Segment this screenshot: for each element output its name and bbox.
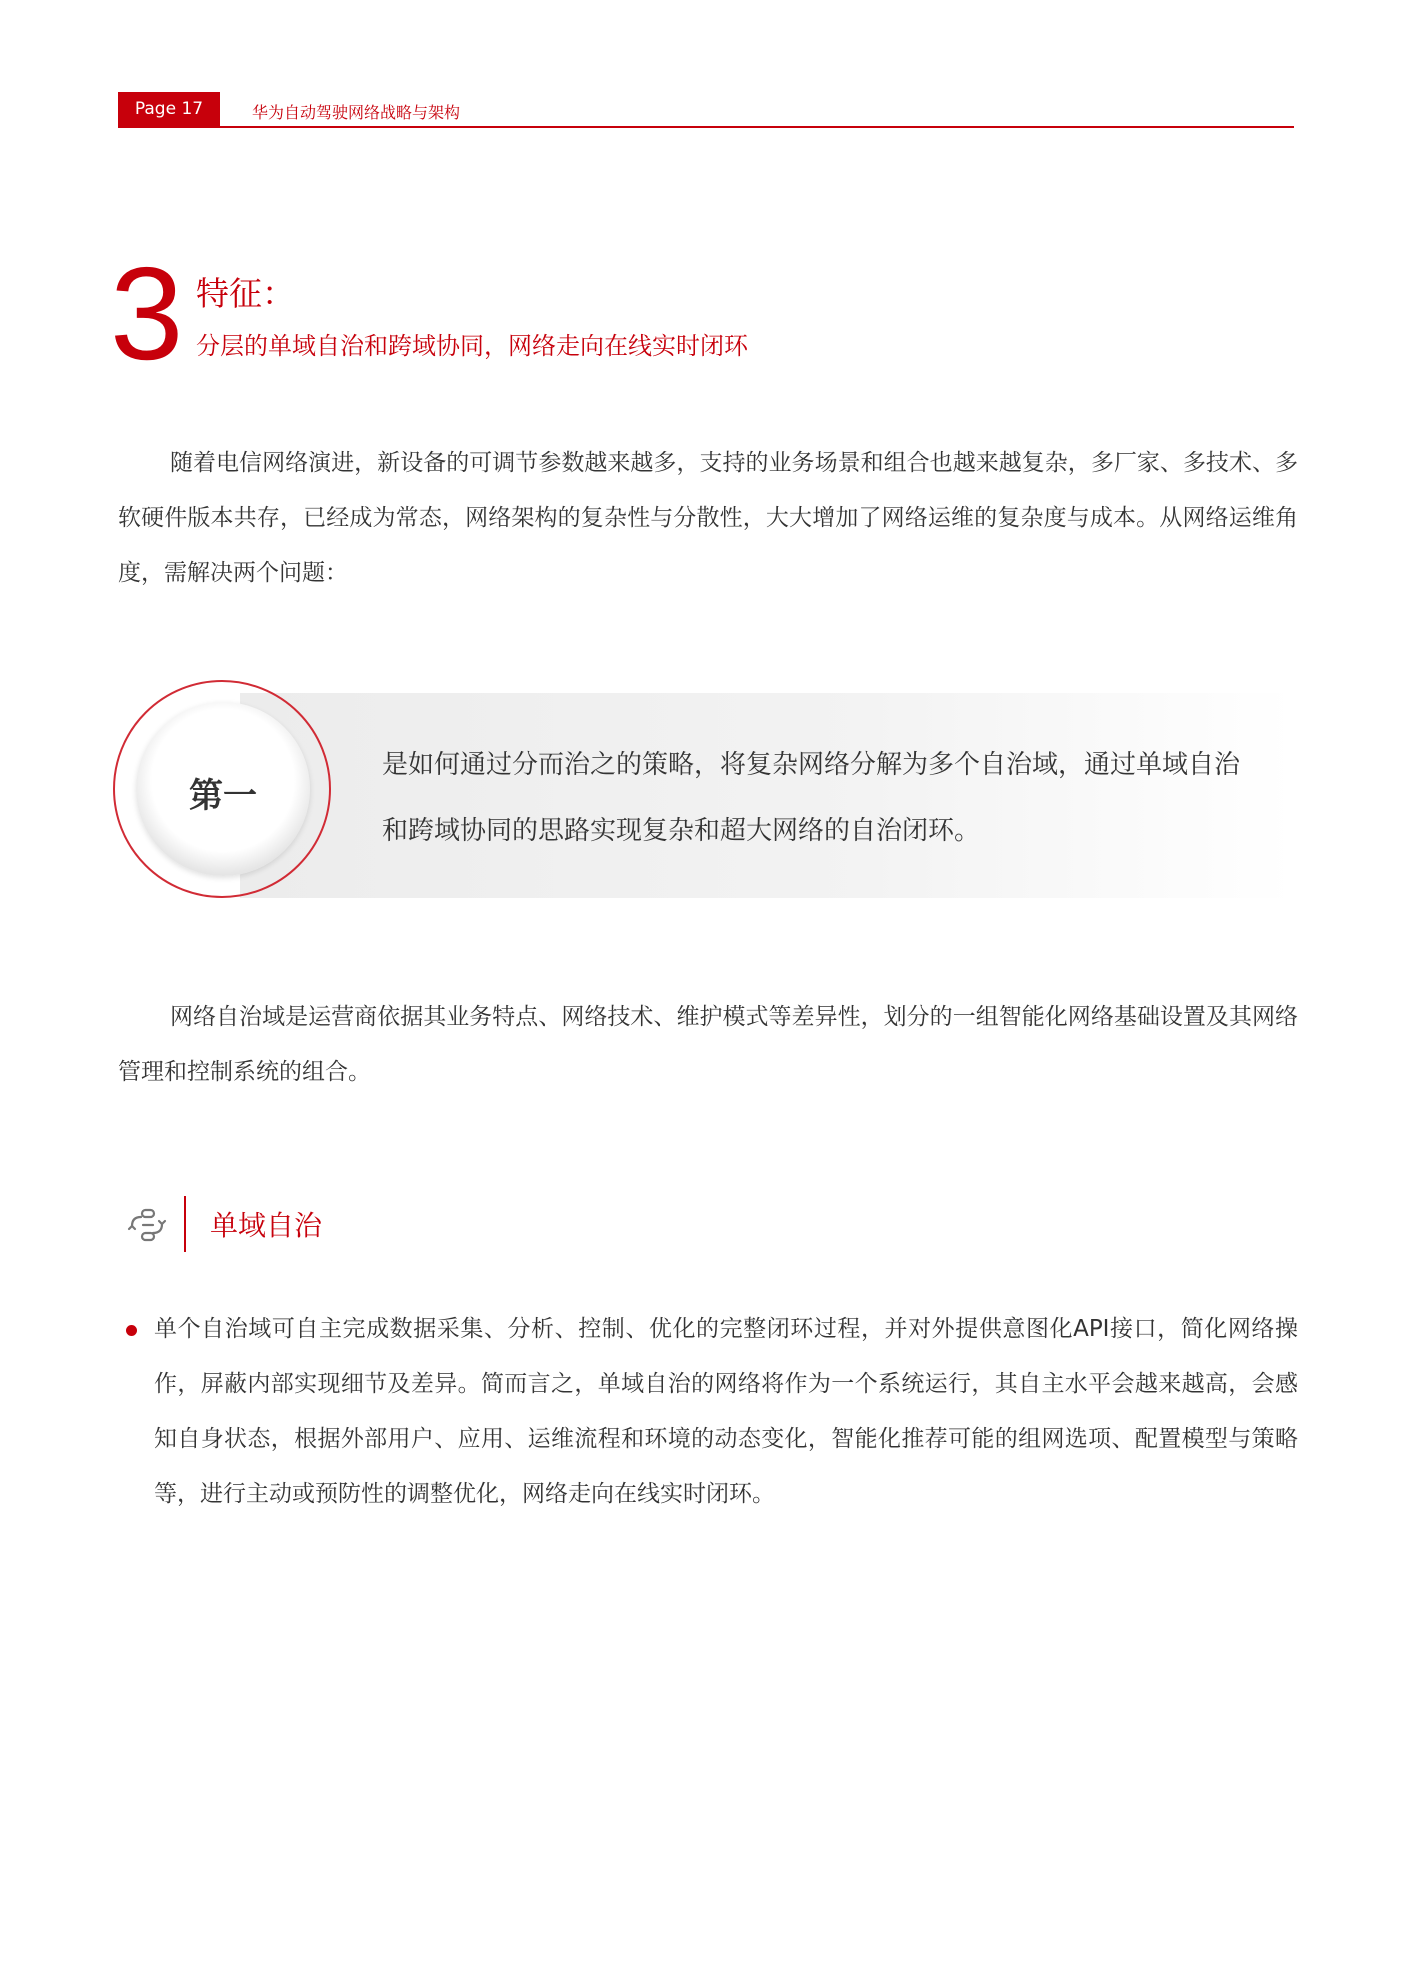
definition-paragraph: 网络自治域是运营商依据其业务特点、网络技术、维护模式等差异性，划分的一组智能化网络基础设置及其网络管理和控制系统的组合。 — [118, 1004, 1298, 1085]
document-title: 华为自动驾驶网络战略与架构 — [252, 103, 461, 122]
subsection-divider — [184, 1196, 186, 1252]
subsection-title: 单域自治 — [210, 1209, 323, 1242]
page-header — [118, 92, 1294, 128]
section-subtitle: 分层的单域自治和跨域协同，网络走向在线实时闭环 — [196, 332, 748, 360]
callout-label: 第一 — [189, 776, 257, 816]
header-divider — [118, 126, 1294, 128]
bullet-marker — [126, 1325, 137, 1336]
callout-text: 是如何通过分而治之的策略，将复杂网络分解为多个自治域，通过单域自治和跨域协同的思路实现复杂和超大网络的自治闭环。 — [382, 750, 1241, 846]
loop-link-icon — [124, 1202, 170, 1248]
section-title: 特征： — [196, 274, 295, 313]
section-number: 3 — [110, 240, 184, 387]
intro-paragraph: 随着电信网络演进，新设备的可调节参数越来越多，支持的业务场景和组合也越来越复杂，多厂家、多技术、多软硬件版本共存，已经成为常态，网络架构的复杂性与分散性，大大增加了网络运维的复杂度与成本。从网络运维角度，需解决两个问题： — [118, 450, 1298, 586]
page-number-badge: Page 17 — [118, 92, 220, 126]
bullet-item: 单个自治域可自主完成数据采集、分析、控制、优化的完整闭环过程，并对外提供意图化API接口，简化网络操作，屏蔽内部实现细节及差异。简而言之，单域自治的网络将作为一个系统运行，其自主水平会越来越高，会感知自身状态，根据外部用户、应用、运维流程和环境的动态变化，智能化推荐可能的组网选项、配置模型与策略等，进行主动或预防性的调整优化，网络走向在线实时闭环。 — [154, 1316, 1298, 1507]
